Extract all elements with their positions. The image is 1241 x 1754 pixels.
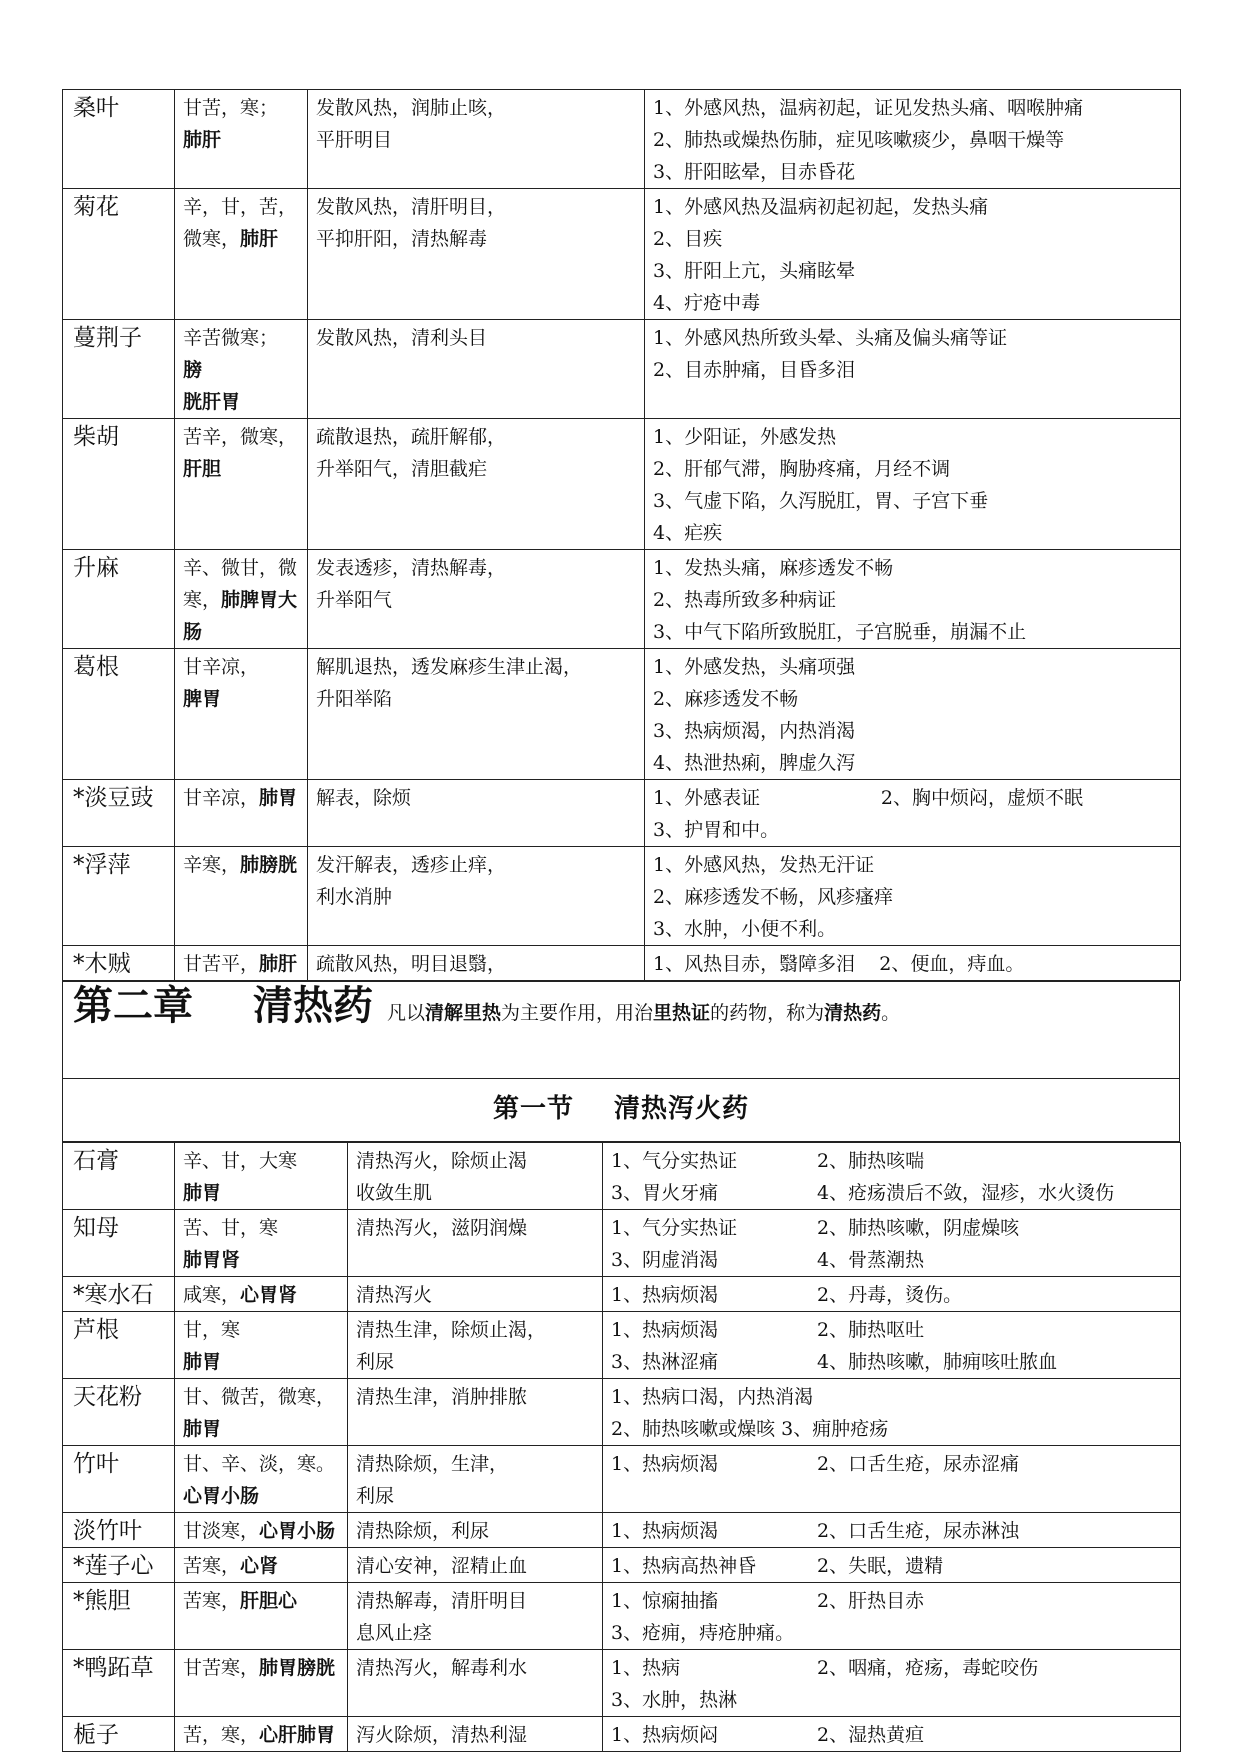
effect-line: 利尿	[356, 1485, 395, 1507]
herb-effect	[348, 1513, 603, 1548]
use-line: 1、外感发热，头痛项强	[653, 656, 856, 678]
use-line: 3、肝阳眩晕，目赤昏花	[653, 161, 856, 183]
herb-name: 淡竹叶	[63, 1513, 175, 1548]
use-line: 1、风热目赤，翳障多泪 2、便血，痔血。	[653, 953, 1025, 975]
table-row	[63, 1650, 1181, 1717]
effect-line: 发散风热，润肺止咳，	[316, 97, 507, 119]
use-line	[611, 1177, 1172, 1209]
use-line: 2、肝郁气滞，胸胁疼痛，月经不调	[653, 458, 951, 480]
herb-meridian: 肺胃	[183, 1418, 222, 1440]
use-item: 2、肺热咳嗽或燥咳 3、痈肿疮疡	[611, 1418, 889, 1440]
use-item: 4、疮疡溃后不敛，湿疹，水火烫伤	[817, 1182, 1115, 1204]
herb-name: 天花粉	[63, 1379, 175, 1446]
herb-name: 芦根	[63, 1312, 175, 1379]
document-page	[62, 89, 1180, 1752]
herb-effect	[348, 1583, 603, 1650]
herb-taste: 甘苦寒，	[183, 1657, 260, 1679]
herb-property	[175, 847, 308, 946]
use-line: 1、少阳证，外感发热	[653, 426, 837, 448]
effect-line: 升举阳气	[316, 589, 393, 611]
use-line	[611, 1212, 1172, 1244]
herb-meridian: 肺胃	[183, 1351, 222, 1373]
use-line: 4、热泄热痢，脾虚久泻	[653, 752, 856, 774]
herb-name: *木贼	[63, 946, 175, 981]
herb-effect	[348, 1446, 603, 1513]
use-item: 2、肺热呕吐	[817, 1319, 925, 1341]
herb-taste: 苦，寒，	[183, 1724, 260, 1746]
effect-line: 清热除烦，生津，	[356, 1453, 509, 1475]
herb-property	[175, 1513, 348, 1548]
use-item: 1、热病口渴，内热消渴	[611, 1386, 814, 1408]
table-row	[63, 649, 1181, 780]
use-item: 1、气分实热证	[611, 1150, 738, 1172]
herb-name: 菊花	[63, 189, 175, 320]
herb-uses	[645, 90, 1181, 189]
use-line: 2、热毒所致多种病证	[653, 589, 837, 611]
use-line	[611, 1145, 1172, 1177]
herb-taste: 咸寒，	[183, 1284, 241, 1306]
effect-line: 发汗解表，透疹止痒，	[316, 854, 507, 876]
herb-property	[175, 189, 308, 320]
effect-line: 收敛生肌	[356, 1182, 433, 1204]
herb-effect	[348, 1548, 603, 1583]
use-line: 3、护胃和中。	[653, 819, 780, 841]
herb-uses	[603, 1717, 1181, 1752]
herb-uses	[645, 649, 1181, 780]
herb-taste: 苦、甘，寒	[183, 1217, 279, 1239]
table-row	[63, 1210, 1181, 1277]
effect-line: 解表，除烦	[316, 787, 412, 809]
use-line: 2、肺热或燥热伤肺，症见咳嗽痰少，鼻咽干燥等	[653, 129, 1065, 151]
herb-meridian: 肺肝	[259, 953, 298, 975]
herb-taste: 甘辛凉，	[183, 787, 260, 809]
effect-line: 清热除烦，利尿	[356, 1520, 490, 1542]
herb-taste: 甘苦，寒；	[183, 97, 279, 119]
effect-line: 平肝明目	[316, 129, 393, 151]
use-line	[611, 1684, 1172, 1716]
herb-taste: 辛，甘，苦，	[183, 196, 298, 218]
herb-meridian: 肺胃	[183, 1182, 222, 1204]
use-item: 1、热病高热神昏	[611, 1555, 757, 1577]
herb-effect	[348, 1210, 603, 1277]
use-line: 1、外感表证 2、胸中烦闷，虚烦不眠	[653, 787, 1083, 809]
table-row	[63, 1446, 1181, 1513]
table-row	[63, 1143, 1181, 1210]
herb-name: *莲子心	[63, 1548, 175, 1583]
effect-line: 清热泻火，除烦止渴	[356, 1150, 528, 1172]
herb-property	[175, 649, 308, 780]
chapter-description: 凡以清解里热为主要作用，用治里热证的药物，称为清热药。	[387, 1002, 901, 1024]
use-line: 1、外感风热，发热无汗证	[653, 854, 875, 876]
herb-effect	[308, 550, 645, 649]
herb-name: *淡豆豉	[63, 780, 175, 847]
herb-property	[175, 1446, 348, 1513]
use-line: 1、外感风热所致头晕、头痛及偏头痛等证	[653, 327, 1008, 349]
herb-name: 葛根	[63, 649, 175, 780]
herb-property	[175, 90, 308, 189]
use-item: 2、肝热目赤	[817, 1590, 925, 1612]
use-line: 4、疔疮中毒	[653, 292, 761, 314]
herb-meridian: 肺胃	[259, 787, 298, 809]
herb-taste: 微寒，	[183, 228, 241, 250]
herb-uses	[603, 1513, 1181, 1548]
herb-property	[175, 1650, 348, 1717]
herb-taste: 甘淡寒，	[183, 1520, 260, 1542]
effect-line: 疏散风热，明目退翳，	[316, 953, 507, 975]
herb-property	[175, 1143, 348, 1210]
herb-uses	[603, 1548, 1181, 1583]
herb-effect	[308, 847, 645, 946]
herb-uses	[603, 1277, 1181, 1312]
herb-property	[175, 1312, 348, 1379]
effect-line: 发散风热，清利头目	[316, 327, 488, 349]
effect-line: 清热生津，消肿排脓	[356, 1386, 528, 1408]
herb-table-lower	[62, 1142, 1181, 1752]
use-line: 3、肝阳上亢，头痛眩晕	[653, 260, 856, 282]
herb-taste: 辛、甘，大寒	[183, 1150, 298, 1172]
herb-meridian: 心肝肺胃	[259, 1724, 336, 1746]
herb-taste: 甘苦平，	[183, 953, 260, 975]
herb-name: *浮萍	[63, 847, 175, 946]
herb-meridian: 脾胃	[183, 688, 222, 710]
herb-uses	[603, 1446, 1181, 1513]
effect-line: 发表透疹，清热解毒，	[316, 557, 507, 579]
herb-taste: 甘辛凉，	[183, 656, 260, 678]
herb-name: 桑叶	[63, 90, 175, 189]
table-row	[63, 1312, 1181, 1379]
table-row	[63, 1548, 1181, 1583]
section-header-row	[63, 1079, 1180, 1142]
herb-uses	[603, 1210, 1181, 1277]
use-item: 1、气分实热证	[611, 1217, 738, 1239]
effect-line: 清热泻火，解毒利水	[356, 1657, 528, 1679]
herb-effect	[348, 1650, 603, 1717]
use-item: 2、肺热咳喘	[817, 1150, 925, 1172]
herb-name: *寒水石	[63, 1277, 175, 1312]
use-item: 1、热病烦渴	[611, 1319, 719, 1341]
herb-effect	[308, 189, 645, 320]
herb-taste: 辛、微甘，微	[183, 557, 298, 579]
herb-uses	[645, 320, 1181, 419]
herb-name: *熊胆	[63, 1583, 175, 1650]
herb-taste: 甘、辛、淡，寒。	[183, 1453, 336, 1475]
use-line: 2、麻疹透发不畅，风疹瘙痒	[653, 886, 894, 908]
herb-effect	[308, 419, 645, 550]
herb-table-upper	[62, 89, 1181, 981]
herb-meridian: 膀	[183, 359, 203, 381]
table-row	[63, 550, 1181, 649]
chapter-title: 清热药	[253, 983, 373, 1029]
use-line	[611, 1448, 1172, 1480]
herb-meridian: 心肾	[240, 1555, 279, 1577]
use-line	[611, 1550, 1172, 1582]
use-line	[611, 1515, 1172, 1547]
use-item: 4、骨蒸潮热	[817, 1249, 925, 1271]
use-line	[611, 1719, 1172, 1751]
herb-effect	[348, 1379, 603, 1446]
use-line: 1、外感风热及温病初起初起，发热头痛	[653, 196, 989, 218]
herb-meridian: 胱肝胃	[183, 391, 241, 413]
herb-meridian: 肠	[183, 621, 203, 643]
use-line: 3、水肿，小便不利。	[653, 918, 837, 940]
herb-taste: 苦寒，	[183, 1590, 241, 1612]
herb-property	[175, 780, 308, 847]
use-item: 1、热病烦渴	[611, 1520, 719, 1542]
herb-property	[175, 550, 308, 649]
herb-meridian: 肺胃肾	[183, 1249, 241, 1271]
use-item: 1、热病烦渴	[611, 1284, 719, 1306]
effect-line: 利尿	[356, 1351, 395, 1373]
herb-meridian: 肺胃膀胱	[259, 1657, 336, 1679]
use-line: 3、热病烦渴，内热消渴	[653, 720, 856, 742]
herb-meridian: 肝胆	[183, 458, 222, 480]
herb-uses	[645, 946, 1181, 981]
herb-uses	[603, 1143, 1181, 1210]
herb-property	[175, 1583, 348, 1650]
use-item: 3、热淋涩痛	[611, 1351, 719, 1373]
herb-meridian: 心胃肾	[240, 1284, 298, 1306]
use-item: 2、口舌生疮，尿赤淋浊	[817, 1520, 1020, 1542]
herb-uses	[603, 1583, 1181, 1650]
chapter-header-row	[63, 982, 1180, 1079]
herb-taste: 甘，寒	[183, 1319, 241, 1341]
effect-line: 清热生津，除烦止渴，	[356, 1319, 547, 1341]
use-line	[611, 1346, 1172, 1378]
chapter-number: 第二章	[73, 983, 193, 1029]
herb-taste: 苦寒，	[183, 1555, 241, 1577]
effect-line: 发散风热，清肝明目，	[316, 196, 507, 218]
herb-name: 柴胡	[63, 419, 175, 550]
use-item: 1、热病烦渴	[611, 1453, 719, 1475]
effect-line: 清热泻火，滋阴润燥	[356, 1217, 528, 1239]
use-item: 3、疮痈，痔疮肿痛。	[611, 1622, 795, 1644]
herb-effect	[308, 320, 645, 419]
herb-uses	[645, 780, 1181, 847]
herb-effect	[348, 1143, 603, 1210]
use-line: 2、目疾	[653, 228, 723, 250]
table-row	[63, 1277, 1181, 1312]
table-row	[63, 1379, 1181, 1446]
effect-line: 升阳举陷	[316, 688, 393, 710]
use-item: 2、肺热咳嗽，阴虚燥咳	[817, 1217, 1020, 1239]
use-item: 2、丹毒，烫伤。	[817, 1284, 963, 1306]
herb-taste: 辛寒，	[183, 854, 241, 876]
table-row	[63, 847, 1181, 946]
effect-line: 泻火除烦，清热利湿	[356, 1724, 528, 1746]
table-row	[63, 419, 1181, 550]
herb-meridian: 肺脾胃大	[221, 589, 298, 611]
herb-property	[175, 419, 308, 550]
use-line: 2、目赤肿痛，目昏多泪	[653, 359, 856, 381]
use-item: 1、热病烦闷	[611, 1724, 719, 1746]
herb-property	[175, 1717, 348, 1752]
herb-name: 竹叶	[63, 1446, 175, 1513]
use-line: 4、疟疾	[653, 522, 723, 544]
herb-effect	[348, 1717, 603, 1752]
effect-line: 升举阳气，清胆截疟	[316, 458, 488, 480]
table-row	[63, 189, 1181, 320]
herb-effect	[308, 780, 645, 847]
use-line	[611, 1413, 1172, 1445]
effect-line: 清心安神，涩精止血	[356, 1555, 528, 1577]
herb-property	[175, 946, 308, 981]
table-row	[63, 320, 1181, 419]
chapter-section-table	[62, 981, 1180, 1142]
table-row	[63, 90, 1181, 189]
effect-line: 疏散退热，疏肝解郁，	[316, 426, 507, 448]
use-line	[611, 1381, 1172, 1413]
use-item: 4、肺热咳嗽，肺痈咳吐脓血	[817, 1351, 1058, 1373]
herb-taste: 寒，	[183, 589, 222, 611]
effect-line: 清热泻火	[356, 1284, 433, 1306]
herb-uses	[645, 189, 1181, 320]
effect-line: 平抑肝阳，清热解毒	[316, 228, 488, 250]
herb-effect	[308, 946, 645, 981]
use-item: 2、失眠，遗精	[817, 1555, 944, 1577]
herb-property	[175, 1277, 348, 1312]
effect-line: 清热解毒，清肝明目	[356, 1590, 528, 1612]
herb-effect	[348, 1312, 603, 1379]
section-title: 清热泻火药	[614, 1094, 750, 1124]
herb-uses	[603, 1312, 1181, 1379]
use-line: 1、外感风热，温病初起，证见发热头痛、咽喉肿痛	[653, 97, 1084, 119]
herb-meridian: 肝胆心	[240, 1590, 298, 1612]
herb-name: 石膏	[63, 1143, 175, 1210]
effect-line: 息风止痉	[356, 1622, 433, 1644]
herb-meridian: 肺肝	[183, 129, 222, 151]
table-row	[63, 1583, 1181, 1650]
use-line	[611, 1244, 1172, 1276]
use-item: 3、水肿，热淋	[611, 1689, 738, 1711]
herb-uses	[645, 847, 1181, 946]
use-item: 2、口舌生疮，尿赤涩痛	[817, 1453, 1020, 1475]
herb-uses	[645, 550, 1181, 649]
herb-name: 栀子	[63, 1717, 175, 1752]
use-item: 3、阴虚消渴	[611, 1249, 719, 1271]
use-line	[611, 1652, 1172, 1684]
herb-name: 知母	[63, 1210, 175, 1277]
effect-line: 利水消肿	[316, 886, 393, 908]
section-header-cell	[63, 1079, 1180, 1142]
table-row	[63, 1513, 1181, 1548]
chapter-header-cell	[63, 982, 1180, 1079]
effect-line: 解肌退热，透发麻疹生津止渴，	[316, 656, 583, 678]
use-line: 2、麻疹透发不畅	[653, 688, 799, 710]
use-line: 3、中气下陷所致脱肛，子宫脱垂，崩漏不止	[653, 621, 1027, 643]
herb-meridian: 肺肝	[240, 228, 279, 250]
table-row	[63, 780, 1181, 847]
herb-taste: 甘、微苦，微寒，	[183, 1386, 336, 1408]
herb-meridian: 心胃小肠	[183, 1485, 260, 1507]
use-line: 1、发热头痛，麻疹透发不畅	[653, 557, 894, 579]
herb-name: 蔓荆子	[63, 320, 175, 419]
use-item: 1、热病	[611, 1657, 681, 1679]
use-line	[611, 1279, 1172, 1311]
herb-uses	[603, 1379, 1181, 1446]
use-line	[611, 1585, 1172, 1617]
herb-taste: 辛苦微寒；	[183, 327, 279, 349]
section-number: 第一节	[492, 1094, 574, 1124]
herb-meridian: 肺膀胱	[240, 854, 298, 876]
herb-property	[175, 320, 308, 419]
herb-meridian: 心胃小肠	[259, 1520, 336, 1542]
herb-name: 升麻	[63, 550, 175, 649]
herb-taste: 苦辛，微寒，	[183, 426, 298, 448]
use-item: 2、湿热黄疸	[817, 1724, 925, 1746]
herb-uses	[603, 1650, 1181, 1717]
herb-uses	[645, 419, 1181, 550]
herb-effect	[308, 90, 645, 189]
table-row	[63, 1717, 1181, 1752]
herb-property	[175, 1379, 348, 1446]
use-line: 3、气虚下陷，久泻脱肛，胃、子宫下垂	[653, 490, 989, 512]
herb-effect	[348, 1277, 603, 1312]
table-row	[63, 946, 1181, 981]
herb-name: *鸭跖草	[63, 1650, 175, 1717]
use-item: 3、胃火牙痛	[611, 1182, 719, 1204]
herb-property	[175, 1548, 348, 1583]
use-line	[611, 1314, 1172, 1346]
use-item: 1、惊痫抽搐	[611, 1590, 719, 1612]
use-line	[611, 1617, 1172, 1649]
use-item: 2、咽痛，疮疡，毒蛇咬伤	[817, 1657, 1039, 1679]
herb-property	[175, 1210, 348, 1277]
herb-effect	[308, 649, 645, 780]
